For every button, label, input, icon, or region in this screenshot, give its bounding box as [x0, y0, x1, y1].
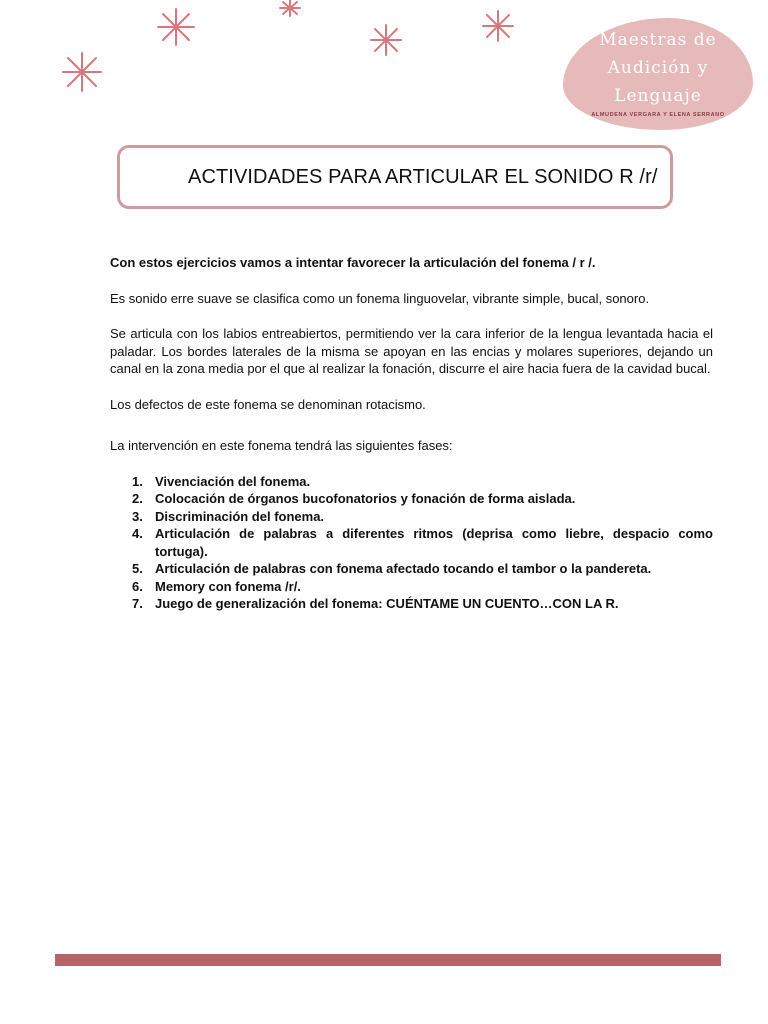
list-item: [110, 578, 713, 596]
list-item-text: Juego de generalización del fonema: CUÉNTAME UN CUENTO…CON LA R.: [155, 596, 619, 611]
list-item-number: 5.: [132, 561, 143, 576]
phases-list: [110, 473, 713, 613]
list-item-text: Colocación de órganos bucofonatorios y fonación de forma aislada.: [155, 491, 576, 506]
list-item-number: 1.: [132, 473, 143, 489]
list-item-text: Memory con fonema /r/.: [155, 578, 301, 594]
star-decoration-icon: [155, 6, 197, 48]
list-item-number: 3.: [132, 508, 143, 524]
list-item-number: 6.: [132, 578, 143, 594]
brand-logo: [563, 18, 753, 130]
list-item-number: 2.: [132, 491, 143, 506]
list-item: [110, 490, 713, 508]
footer-bar: [55, 954, 721, 966]
list-item-number: 4.: [132, 526, 143, 541]
list-item-text: Articulación de palabras con fonema afectado tocando el tambor o la pandereta.: [155, 561, 652, 576]
star-decoration-icon: [480, 8, 516, 44]
list-item-text: Articulación de palabras a diferentes ritmos (deprisa como liebre, despacio como tortuga).: [155, 526, 713, 559]
logo-title-line: Audición y: [607, 58, 709, 78]
page-title: ACTIVIDADES PARA ARTICULAR EL SONIDO R /r/: [188, 166, 658, 188]
list-item: [110, 595, 713, 613]
list-item-text: Discriminación del fonema.: [155, 508, 325, 524]
star-decoration-icon: [276, 0, 304, 20]
phases-intro-paragraph: La intervención en este fonema tendrá las siguientes fases:: [110, 438, 453, 453]
articulation-paragraph: Se articula con los labios entreabiertos, permitiendo ver la cara inferior de la lengua levantada hacia el paladar. Los bordes laterales de la misma se apoyan en las encias y molares superiores, dejando un canal en la zona media por el que al realizar la fonación, discurre el aire hacia fuera de la cavidad bucal.: [110, 326, 713, 376]
document-body: [110, 254, 713, 613]
star-decoration-icon: [60, 50, 104, 94]
intro-paragraph: Con estos ejercicios vamos a intentar favorecer la articulación del fonema / r /.: [110, 255, 596, 270]
logo-title-line: Lenguaje: [614, 86, 702, 106]
logo-title-line: Maestras de: [599, 30, 717, 50]
star-decoration-icon: [368, 22, 404, 58]
title-box: [117, 145, 673, 209]
list-item-text: Vivenciación del fonema.: [155, 473, 311, 489]
classification-paragraph: Es sonido erre suave se clasifica como un fonema linguovelar, vibrante simple, bucal, sonoro.: [110, 290, 650, 306]
logo-subtitle: ALMUDENA VERGARA Y ELENA SERRANO: [591, 112, 725, 118]
logo-title: [583, 26, 733, 110]
list-item: [110, 560, 713, 578]
list-item-number: 7.: [132, 596, 143, 611]
list-item: [110, 525, 713, 560]
list-item: [110, 473, 713, 491]
list-item: [110, 508, 713, 526]
defects-paragraph: Los defectos de este fonema se denominan rotacismo.: [110, 396, 426, 412]
